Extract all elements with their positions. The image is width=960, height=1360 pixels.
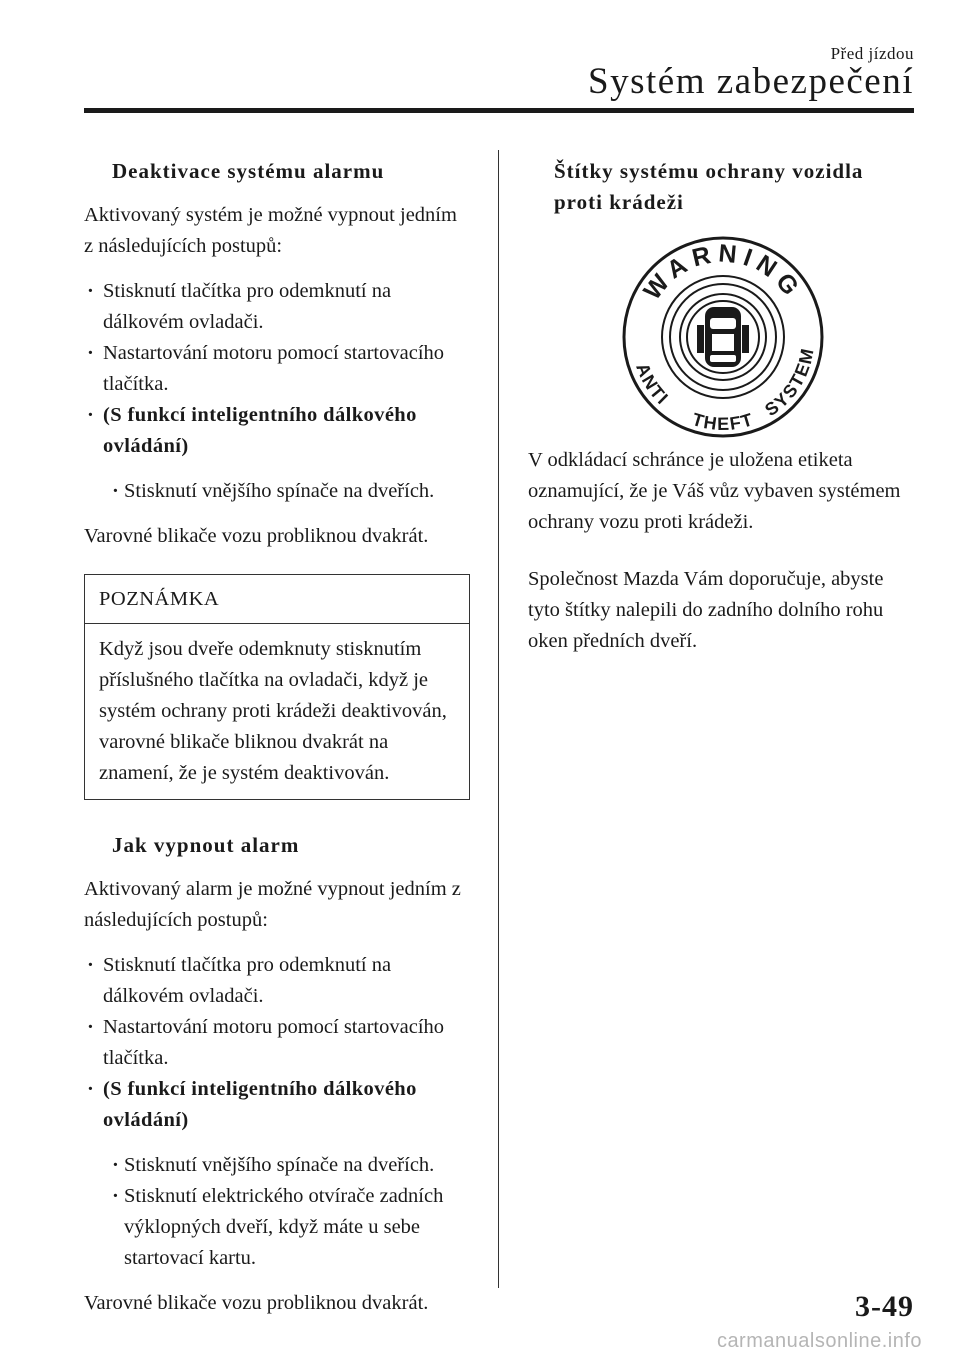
labels-paragraph-1: V odkládací schránce je uložena etiketa oznamující, že je Váš vůz vybaven systémem ochrany vozu proti krádeži. [528,449,901,533]
column-divider [498,150,499,1288]
list-item: · (S funkcí inteligentního dálkového ovládání) [84,1074,470,1136]
stop-alarm-list [84,950,470,1136]
badge-bottom-text: THEFT [689,409,757,435]
deactivate-intro: Aktivovaný systém je možné vypnout jedním z následujících postupů: [84,204,457,257]
stop-alarm-intro: Aktivovaný alarm je možné vypnout jedním z následujících postupů: [84,878,461,931]
labels-heading: Štítky systému ochrany vozidla proti krádeži [554,159,864,214]
badge-top-text: WARNING [638,239,808,306]
badge-left-text: ANTI [632,360,673,410]
list-item: · Stisknutí tlačítka pro odemknutí na dálkovém ovladači. [84,950,470,1012]
badge-right-text: SYSTEM [761,345,818,421]
list-item: · (S funkcí inteligentního dálkového ovládání) [84,400,470,462]
deactivate-heading: Deaktivace systému alarmu [112,159,385,183]
stop-alarm-outro: Varovné blikače vozu probliknou dvakrát. [84,1292,429,1314]
note-box [84,574,470,800]
page-title: Systém zabezpečení [588,61,914,102]
page-number: 3-49 [855,1290,914,1323]
note-body: Když jsou dveře odemknuty stisknutím příslušného tlačítka na ovladači, když je systém ochrany proti krádeži deaktivován, varovné blikače bliknou dvakrát na znamení, že je systém deaktivován. [99,638,447,784]
stop-alarm-sublist [84,1150,470,1274]
note-title: POZNÁMKA [85,575,469,624]
labels-paragraph-2: Společnost Mazda Vám doporučuje, abyste tyto štítky nalepili do zadního dolního rohu oken předních dveří. [528,568,884,652]
header-rule [84,108,914,113]
list-item: · Stisknutí elektrického otvírače zadních výklopných dveří, když máte u sebe startovací kartu. [112,1181,470,1274]
deactivate-outro: Varovné blikače vozu probliknou dvakrát. [84,525,429,547]
deactivate-list [84,276,470,462]
list-item: · Stisknutí vnějšího spínače na dveřích. [112,476,470,507]
right-column [528,156,918,671]
list-item: · Nastartování motoru pomocí startovacího tlačítka. [84,1012,470,1074]
list-item: · Stisknutí vnějšího spínače na dveřích. [112,1150,470,1181]
warning-badge-icon [618,235,828,439]
left-column [84,156,470,1333]
list-item: · Stisknutí tlačítka pro odemknutí na dálkovém ovladači. [84,276,470,338]
list-item: · Nastartování motoru pomocí startovacího tlačítka. [84,338,470,400]
anti-theft-label-image [528,231,918,437]
stop-alarm-heading: Jak vypnout alarm [112,833,300,857]
section-name: Před jízdou [830,44,914,63]
deactivate-sublist [84,476,470,507]
footer-watermark: carmanualsonline.info [716,1330,922,1352]
